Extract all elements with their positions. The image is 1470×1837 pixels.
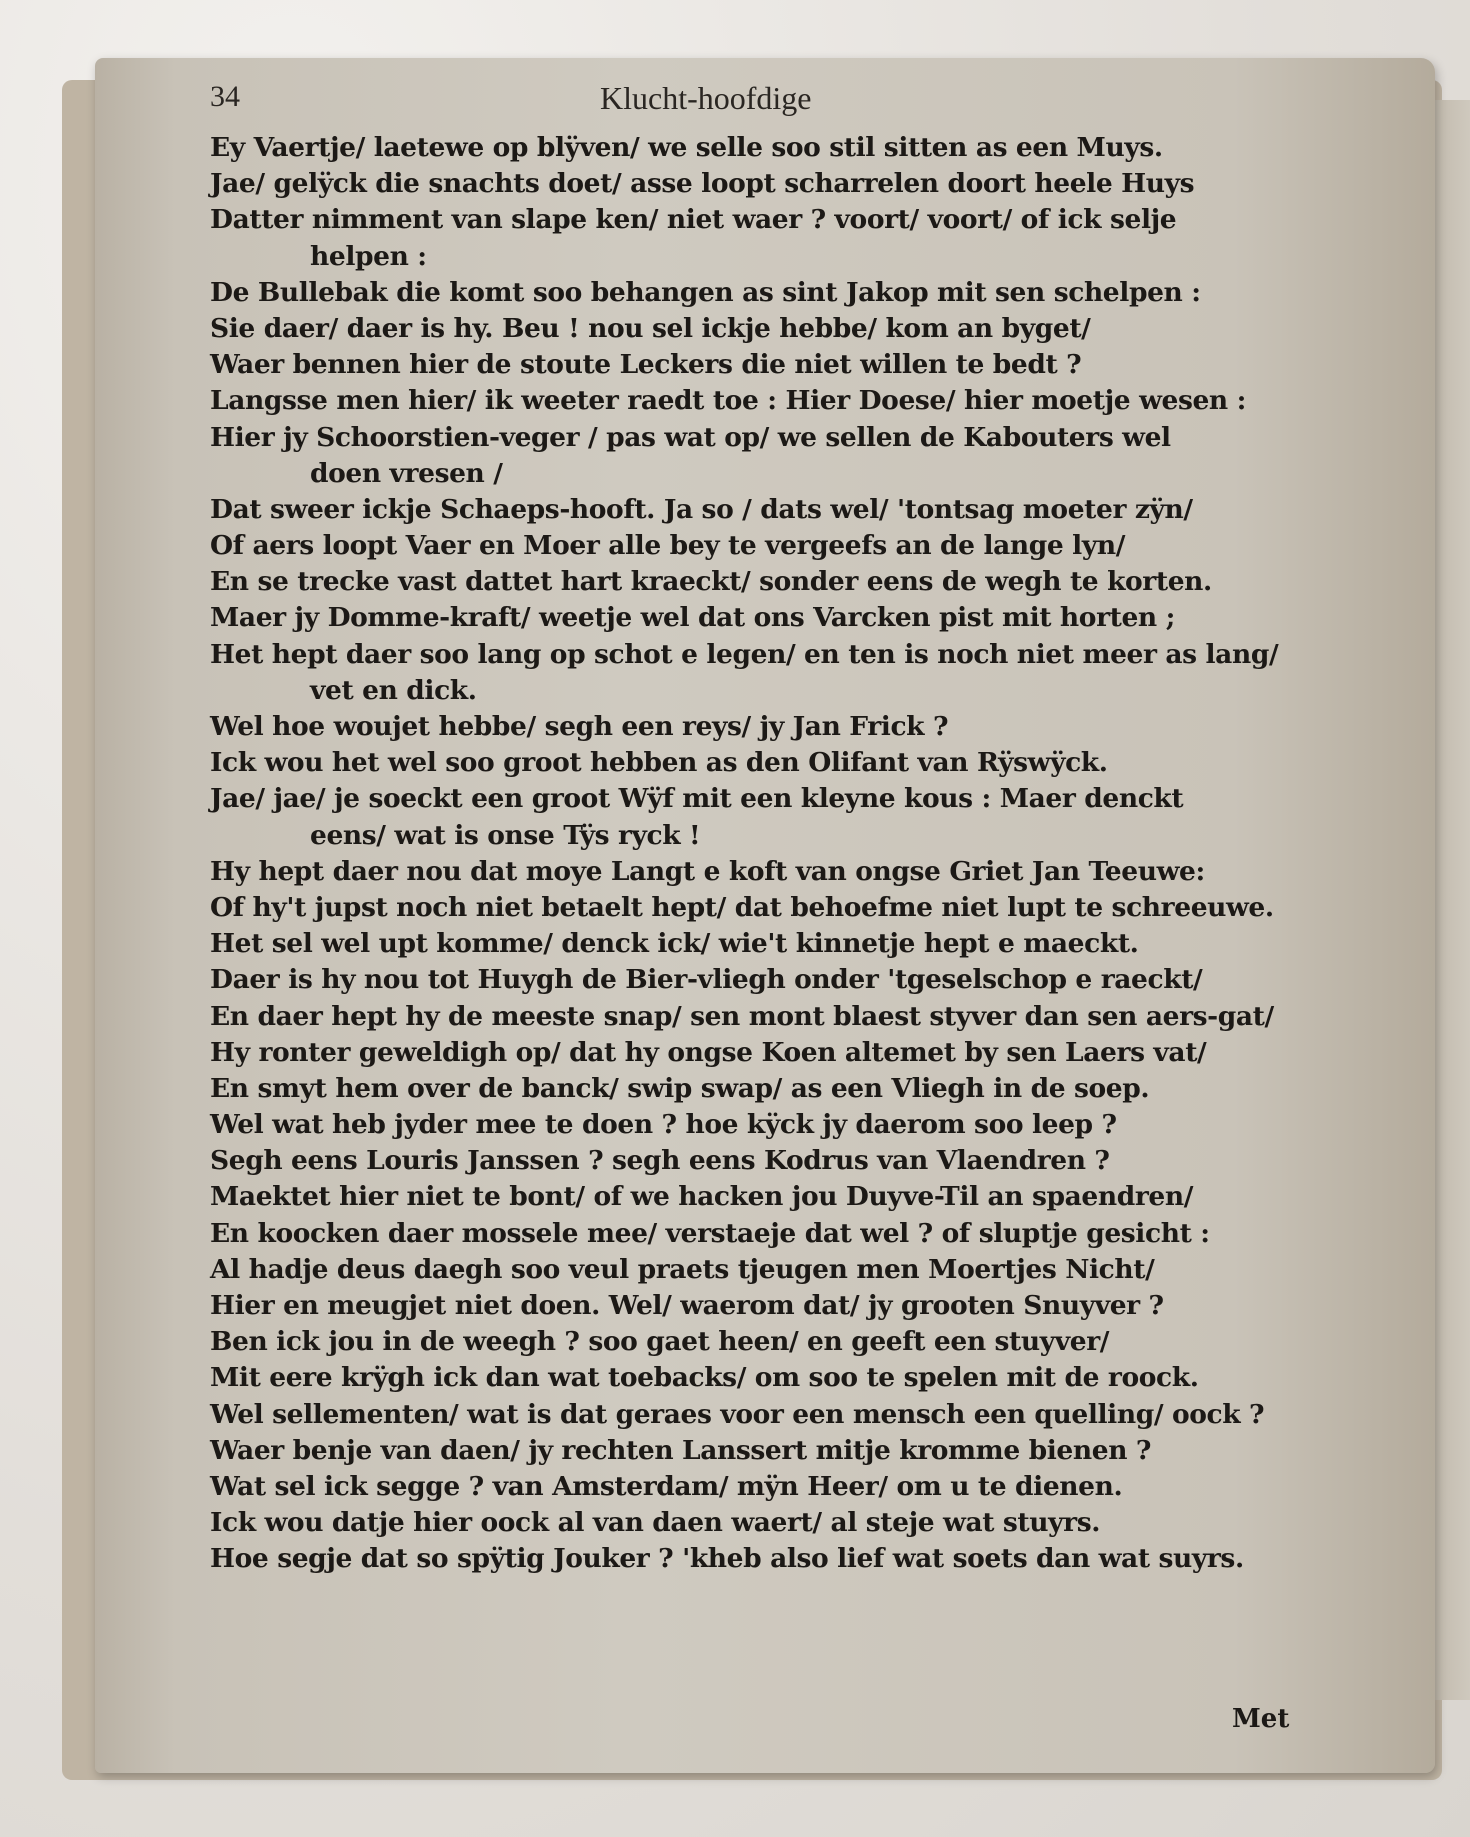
text-line: Waer bennen hier de stoute Leckers die niet willen te bedt ? [210, 349, 1082, 381]
running-title: Klucht-hoofdige [600, 80, 812, 116]
text-line: Hoe segje dat so spÿtig Jouker ? 'kheb also lief wat soets dan wat suyrs. [210, 1543, 1244, 1575]
text-line: Maektet hier niet te bont/ of we hacken jou Duyve-Til an spaendren/ [210, 1181, 1194, 1213]
text-line: Of aers loopt Vaer en Moer alle bey te vergeefs an de lange lyn/ [210, 530, 1125, 562]
text-line: En se trecke vast dattet hart kraeckt/ sonder eens de wegh te korten. [210, 566, 1212, 598]
text-line: Sie daer/ daer is hy. Beu ! nou sel ickje hebbe/ kom an byget/ [210, 312, 1091, 344]
text-block [210, 130, 1310, 1578]
text-line: Maer jy Domme-kraft/ weetje wel dat ons Varcken pist mit horten ; [210, 602, 1176, 634]
text-line: Het sel wel upt komme/ denck ick/ wie't kinnetje hept e maeckt. [210, 928, 1139, 960]
text-line: Al hadje deus daegh soo veul praets tjeugen men Moertjes Nicht/ [210, 1253, 1155, 1285]
text-line-continuation: helpen : [310, 240, 427, 272]
text-line: Ick wou datje hier oock al van daen waert/ al steje wat stuyrs. [210, 1507, 1101, 1539]
text-line: Wel hoe woujet hebbe/ segh een reys/ jy Jan Frick ? [210, 711, 949, 742]
text-line: Wel wat heb jyder mee te doen ? hoe kÿck jy daerom soo leep ? [210, 1109, 1117, 1141]
text-line: Dat sweer ickje Schaeps-hooft. Ja so / dats wel/ 'tontsag moeter zÿn/ [210, 493, 1193, 525]
text-line: Waer benje van daen/ jy rechten Lanssert mitje kromme bienen ? [210, 1434, 1152, 1466]
text-line: Of hy't jupst noch niet betaelt hept/ dat behoefme niet lupt te schreeuwe. [210, 891, 1274, 923]
text-line: Segh eens Louris Janssen ? segh eens Kodrus van Vlaendren ? [210, 1145, 1110, 1177]
text-line: Datter nimment van slape ken/ niet waer ? voort/ voort/ of ick selje [210, 204, 1177, 236]
text-line: Hier en meugjet niet doen. Wel/ waerom dat/ jy grooten Snuyver ? [210, 1290, 1164, 1321]
text-line: De Bullebak die komt soo behangen as sint Jakop mit sen schelpen : [210, 276, 1201, 308]
page-number: 34 [210, 80, 240, 113]
text-line: En koocken daer mossele mee/ verstaeje dat wel ? of sluptje gesicht : [210, 1217, 1210, 1249]
text-line: Hy ronter geweldigh op/ dat hy ongse Koen altemet by sen Laers vat/ [210, 1036, 1207, 1068]
text-line: Ey Vaertje/ laetewe op blÿven/ we selle soo stil sitten as een Muys. [210, 132, 1163, 163]
text-line: Daer is hy nou tot Huygh de Bier-vliegh onder 'tgeselschop e raeckt/ [210, 964, 1203, 996]
page-header [210, 80, 1310, 120]
text-line: Wel sellementen/ wat is dat geraes voor een mensch een quelling/ oock ? [210, 1398, 1265, 1430]
text-line: Langsse men hier/ ik weeter raedt toe : Hier Doese/ hier moetje wesen : [210, 385, 1246, 417]
text-line: Ick wou het wel soo groot hebben as den Olifant van Rÿswÿck. [210, 747, 1108, 779]
text-line: En smyt hem over de banck/ swip swap/ as een Vliegh in de soep. [210, 1072, 1150, 1104]
text-line: Wat sel ick segge ? van Amsterdam/ mÿn Heer/ om u te dienen. [210, 1470, 1123, 1502]
text-line-continuation: vet en dick. [310, 674, 477, 706]
text-line-continuation: eens/ wat is onse Tÿs ryck ! [310, 819, 701, 851]
catchword: Met [1232, 1704, 1290, 1734]
text-line: Hier jy Schoorstien-veger / pas wat op/ we sellen de Kabouters wel [210, 421, 1171, 453]
text-line: Mit eere krÿgh ick dan wat toebacks/ om soo te spelen mit de roock. [210, 1362, 1199, 1394]
text-line: Jae/ jae/ je soeckt een groot Wÿf mit een kleyne kous : Maer denckt [210, 783, 1184, 815]
text-line-continuation: doen vresen / [310, 457, 503, 489]
text-line: Hy hept daer nou dat moye Langt e koft van ongse Griet Jan Teeuwe: [210, 855, 1205, 887]
text-line: Jae/ gelÿck die snachts doet/ asse loopt scharrelen doort heele Huys [210, 168, 1195, 200]
text-line: En daer hept hy de meeste snap/ sen mont blaest styver dan sen aers-gat/ [210, 1000, 1274, 1032]
text-line: Het hept daer soo lang op schot e legen/ en ten is noch niet meer as lang/ [210, 638, 1279, 670]
text-line: Ben ick jou in de weegh ? soo gaet heen/ en geeft een stuyver/ [210, 1326, 1110, 1358]
